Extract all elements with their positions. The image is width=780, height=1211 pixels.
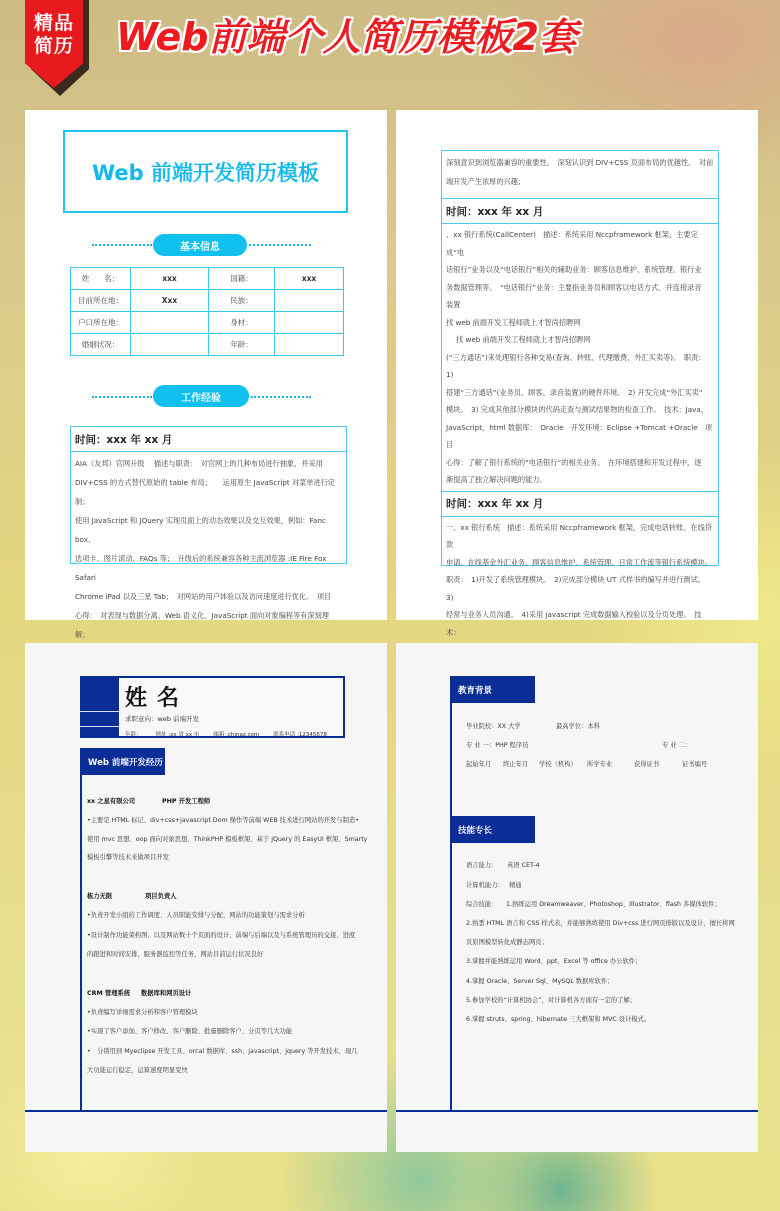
text-line: 的跟进和时间安排、服务器监控等任务，网站目前运行状况良好 (87, 951, 264, 958)
ribbon-line-1: 精品 (33, 12, 74, 34)
section-line (450, 703, 452, 1112)
text-line: 、xx 银行系统(CallCenter) 描述：系统采用 Nccpframework 框架，主要完成“电 (446, 230, 698, 257)
text-line: •主要是 HTML 标记、div+css+javascript Dom 操作等前端 WEB 技术进行网站的开发与制造• (87, 817, 359, 824)
education-col-major: 所学专业 (587, 761, 613, 768)
bottom-rule (396, 1110, 758, 1112)
education-school: 毕业院校：XX 大学 (466, 723, 521, 730)
info-value: xxx (275, 268, 344, 290)
table-row (71, 290, 344, 312)
template1-page1 (25, 110, 387, 639)
job-company: CRM 管理系统 (87, 990, 131, 997)
text-line: 2.熟悉 HTML 语言和 CSS 样式表，并能够熟练使用 Div+css 进行网页排版以及设计，擅长将网 (466, 920, 735, 927)
experience-continuation (441, 150, 719, 637)
text-line: •实现了客户添加、客户修改、客户删除、批量删除客户、分页等几大功能 (87, 1028, 293, 1035)
experience-time: 时间：xxx 年 xx 月 (71, 427, 346, 452)
text-line: 话银行”业务以及“电话银行”相关的辅助业务：顾客信息维护、系统管理、银行业 (446, 265, 702, 274)
intro-text (442, 151, 718, 199)
contact-age: 年龄： (125, 732, 142, 738)
text-line: Chrome iPad 以及三星 Tab； 对网站的用户体验以及访问速度进行优化。 项目 (75, 592, 332, 601)
candidate-name: 姓名 (125, 686, 190, 711)
info-value: xxx (131, 268, 209, 290)
text-line: AIA（友邦）官网升级 描述与职责： 对官网上的几种布局进行抽象，并采用 (75, 459, 323, 468)
text-line: 申请、在线基金外汇业务、顾客信息维护、系统管理、日常工作流等银行系统模块。 (446, 557, 712, 567)
name-header (80, 676, 345, 738)
dotted-divider (249, 244, 311, 246)
resume-title: Web 前端开发简历模板 (91, 160, 319, 185)
section-skills: 技能专长 (450, 816, 535, 843)
premium-ribbon (25, 0, 89, 88)
skill-general-label: 综合技能： (466, 901, 498, 908)
text-line: 使用 mvc 思想、oop 面向对象思想、ThinkPHP 模板框架、基于 jQuery 的 EasyUI 框架、Smarty (87, 836, 368, 843)
dotted-divider (92, 244, 152, 246)
text-line: 心得：了解了银行系统的“电话银行”的相关业务。 在环境搭建和开发过程中，逐 (446, 457, 702, 467)
text-line: 装置 (446, 300, 461, 309)
education-col-school: 学校（机构） (539, 761, 577, 768)
skill-language-value: 英语 CET-4 (507, 862, 540, 869)
text-line: 职责： 1)开发了系统管理模块。 2)完成部分模块 UT 式样书的编写并进行测试。 3) (446, 575, 705, 602)
ribbon-line-2: 简历 (33, 35, 74, 57)
dotted-divider (251, 396, 311, 398)
info-label: 姓 名： (71, 268, 131, 290)
basic-info-table (70, 267, 344, 356)
text-line: 大功能运行稳定，运算速度明显变快 (87, 1067, 188, 1074)
text-line: 渐提高了独立解决问题的能力。 (446, 475, 547, 484)
text-line: •负责开发小组的工作调度、人员职能安排与分配、网站的功能策划与需求分析 (87, 912, 305, 919)
section-line (80, 775, 82, 1112)
contact-phone: 联系电话 :12345678 (273, 732, 327, 738)
text-line: 模块。 3) 完成其他部分模块的代码走查与测试结果物的检查工作。 技术：Java， (446, 405, 709, 414)
section-work-experience: 工作经验 (153, 385, 249, 407)
education-degree: 最高学位：本科 (556, 723, 601, 730)
text-line: •负责编写详细需求分析和客户管理模块 (87, 1009, 198, 1016)
contact-address: 地址 :xx 省 xx 市 (155, 732, 200, 738)
education-col-start: 起始年月 (466, 761, 492, 768)
info-label: 民族： (209, 290, 275, 312)
info-label: 身材： (209, 312, 275, 334)
banner-title: Web前端个人简历模板2套 (116, 15, 577, 59)
experience-block-1 (70, 426, 347, 639)
text-line: 找 web 前端开发工程师就上才智尚招聘网 (456, 335, 591, 344)
text-line: 一、xx 银行系统 描述：系统采用 Nccpframework 框架，完成电话转账、在线贷款 (446, 522, 712, 549)
section-basic-info: 基本信息 (153, 234, 247, 256)
table-row (71, 312, 344, 334)
job-company: xx 之星有限公司 (87, 798, 136, 805)
text-line: •设计制作功能架构图、以及网站数十个页面的设计、前端与后端以及与系统管理员的交接、进度 (87, 932, 356, 939)
experience-time: 时间：xxx 年 xx 月 (442, 492, 718, 517)
ribbon-label (25, 12, 83, 58)
education-col-cert: 获得证书 (634, 761, 660, 768)
experience-description (442, 224, 718, 492)
info-value (275, 312, 344, 334)
text-line: 选项卡、图片滚动、FAQs 等； 升级后的系统兼容各种主流浏览器 :IE Fire Fox Safari (75, 554, 327, 582)
job-role: PHP 开发工程师 (162, 798, 211, 805)
table-row (71, 268, 344, 290)
text-line: • 分别用到 Myeclipse 开发工具、orcal 数据库、ssh、javascript、jquery 等开发技术，现几 (87, 1048, 358, 1055)
section-web-experience: Web 前端开发经历 (80, 748, 165, 775)
job-company: 栋力无限 (87, 893, 113, 900)
template1-page2 (396, 110, 758, 637)
bar-divider (80, 711, 119, 712)
info-value (275, 334, 344, 356)
text-line: (“三方通话”)来处理银行各种交易(查询、转账、代理缴费、外汇买卖等)。 职责： 1) (446, 352, 710, 379)
text-line: DIV+CSS 的方式替代原始的 table 布局； 运用原生 JavaScript 对菜单进行定制； (75, 478, 336, 506)
table-row (71, 334, 344, 356)
info-label: 年龄： (209, 334, 275, 356)
text-line: 经常与业务人员沟通。 4)采用 javascript 完成数据输入校验以及分页处理。 技术： (446, 610, 702, 637)
contact-email: 邮箱 :chinaz.com (213, 732, 260, 738)
info-value: Xxx (131, 290, 209, 312)
resume-title-box (63, 130, 348, 213)
text-line: 5.参加学校的“计算机协会”，对计算机各方面有一定的了解； (466, 997, 636, 1004)
bottom-rule (25, 1110, 387, 1112)
education-col-cert-no: 证书编号 (682, 761, 708, 768)
info-label: 户口所在地： (71, 312, 131, 334)
text-line: 搭建“三方通话”(业务员、顾客、录音装置)的硬件环境。 2) 开发完成“外汇买卖” (446, 387, 703, 397)
dotted-divider (92, 396, 152, 398)
info-value (131, 312, 209, 334)
header-accent-bar (80, 676, 119, 738)
text-line: 页原图模型转化成静态网页； (466, 939, 548, 946)
info-label: 国籍： (209, 268, 275, 290)
text-line: 1.熟练运用 Dreamweaver、Photoshop、Illustrator、flash 多媒体软件； (506, 901, 721, 908)
info-value (131, 334, 209, 356)
info-value (275, 290, 344, 312)
experience-description (71, 452, 346, 646)
text-line: 6.掌握 struts、spring、hibernate 三大框架和 MVC 设计模式。 (466, 1016, 651, 1023)
education-col-end: 终止年月 (503, 761, 529, 768)
education-major-2: 专 业 二： (662, 742, 692, 749)
text-line: 找 web 前端开发工程师就上才智尚招聘网 (446, 317, 581, 327)
skill-computer-value: 精通 (509, 882, 522, 889)
text-line: JavaScript，html 数据库： Oracle 开发环境：Eclipse +Tomcat +Oracle 项目 (446, 422, 713, 449)
text-line: 务数据管理等。 “电话银行”业务：主要指业务员和顾客以电话方式、并连接录音 (446, 282, 702, 292)
bar-divider (80, 726, 119, 727)
skill-language-label: 语言能力： (466, 862, 498, 869)
text-line: 心得： 对表现与数据分离、Web 语义化、JavaScript 面向对象编程等有深刻理解； (75, 611, 329, 639)
template2-page1 (25, 643, 387, 1152)
job-role: 数据库和网页设计 (141, 990, 192, 997)
education-major-1: 专 业 一：PHP 程序员 (466, 742, 529, 749)
text-line: 端开发产生浓厚的兴趣； (446, 177, 526, 186)
section-education: 教育背景 (450, 676, 535, 703)
template2-page2 (396, 643, 758, 1152)
text-line: 使用 JavaScript 和 JQuery 实现页面上的动态效果以及交互效果，例如：Fanc box、 (75, 516, 326, 544)
text-line: 4.掌握 Oracle、Server Sql、MySQL 数据库软件； (466, 978, 614, 985)
info-label: 目前所在地： (71, 290, 131, 312)
info-label: 婚姻状况： (71, 334, 131, 356)
contact-info (125, 730, 327, 738)
job-role: 项目负责人 (145, 893, 177, 900)
text-line: 模板引擎等技术来做项目开发 (87, 854, 169, 861)
text-line: 3.掌握并能熟练运用 Word、ppt、Excel 等 office 办公软件； (466, 958, 642, 965)
skill-computer-label: 计算机能力： (466, 882, 504, 889)
experience-time: 时间：xxx 年 xx 月 (442, 199, 718, 224)
job-objective: 求职意向：web 前端开发 (125, 715, 200, 723)
text-line: 深刻意识到浏览器兼容的重要性。 深刻认识到 DIV+CSS 页面布局的优越性。 对前 (446, 158, 714, 167)
